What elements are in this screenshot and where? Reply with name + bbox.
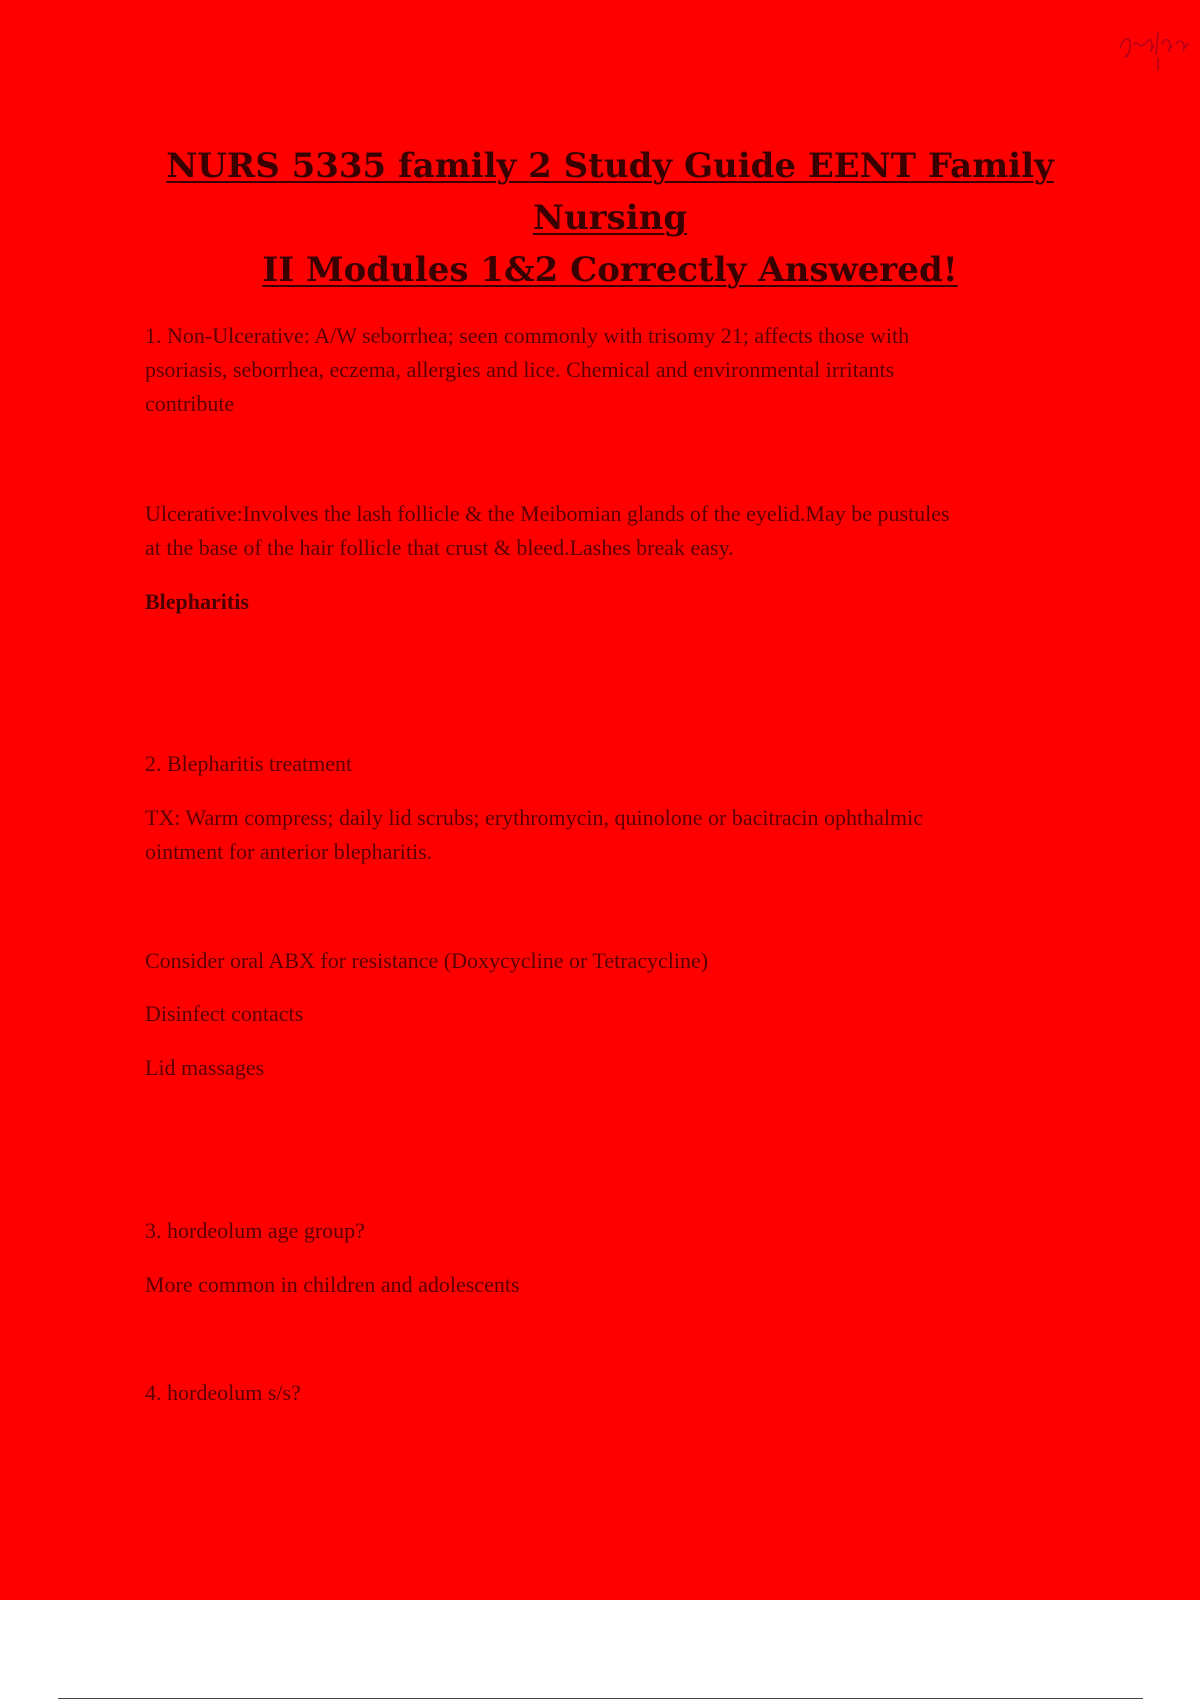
q4-question: 4. hordeolum s/s? [145,1380,301,1405]
q1-answer: Blepharitis [145,589,249,614]
q2-tx-line-1: TX: Warm compress; daily lid scrubs; erythromycin, quinolone or bacitracin ophthalmic [145,805,924,830]
title-line-2: II Modules 1&2 Correctly Answered! [262,250,958,290]
q2-question: 2. Blepharitis treatment [145,751,353,776]
signature-watermark [1114,14,1194,74]
q2-tx-line-2: ointment for anterior blepharitis. [145,839,433,864]
document-title [110,140,1110,296]
q1-ulcerative-line-1: Ulcerative:Involves the lash follicle & the Meibomian glands of the eyelid.May be pustules [145,501,950,526]
q3-answer: More common in children and adolescents [145,1272,520,1297]
q3-question: 3. hordeolum age group? [145,1218,365,1243]
footer-rule [58,1698,1143,1699]
title-line-1: NURS 5335 family 2 Study Guide EENT Family Nursing [166,146,1054,238]
q1-text-line-2: psoriasis, seborrhea, eczema, allergies and lice. Chemical and environmental irritants [145,357,895,382]
q1-text-line-1: 1. Non-Ulcerative: A/W seborrhea; seen commonly with trisomy 21; affects those with [145,323,910,348]
q2-item-2: Disinfect contacts [145,1001,304,1026]
q2-item-1: Consider oral ABX for resistance (Doxycycline or Tetracycline) [145,948,709,973]
q1-ulcerative-line-2: at the base of the hair follicle that crust & bleed.Lashes break easy. [145,535,734,560]
q1-text-line-3: contribute [145,391,235,416]
q2-item-3: Lid massages [145,1055,265,1080]
